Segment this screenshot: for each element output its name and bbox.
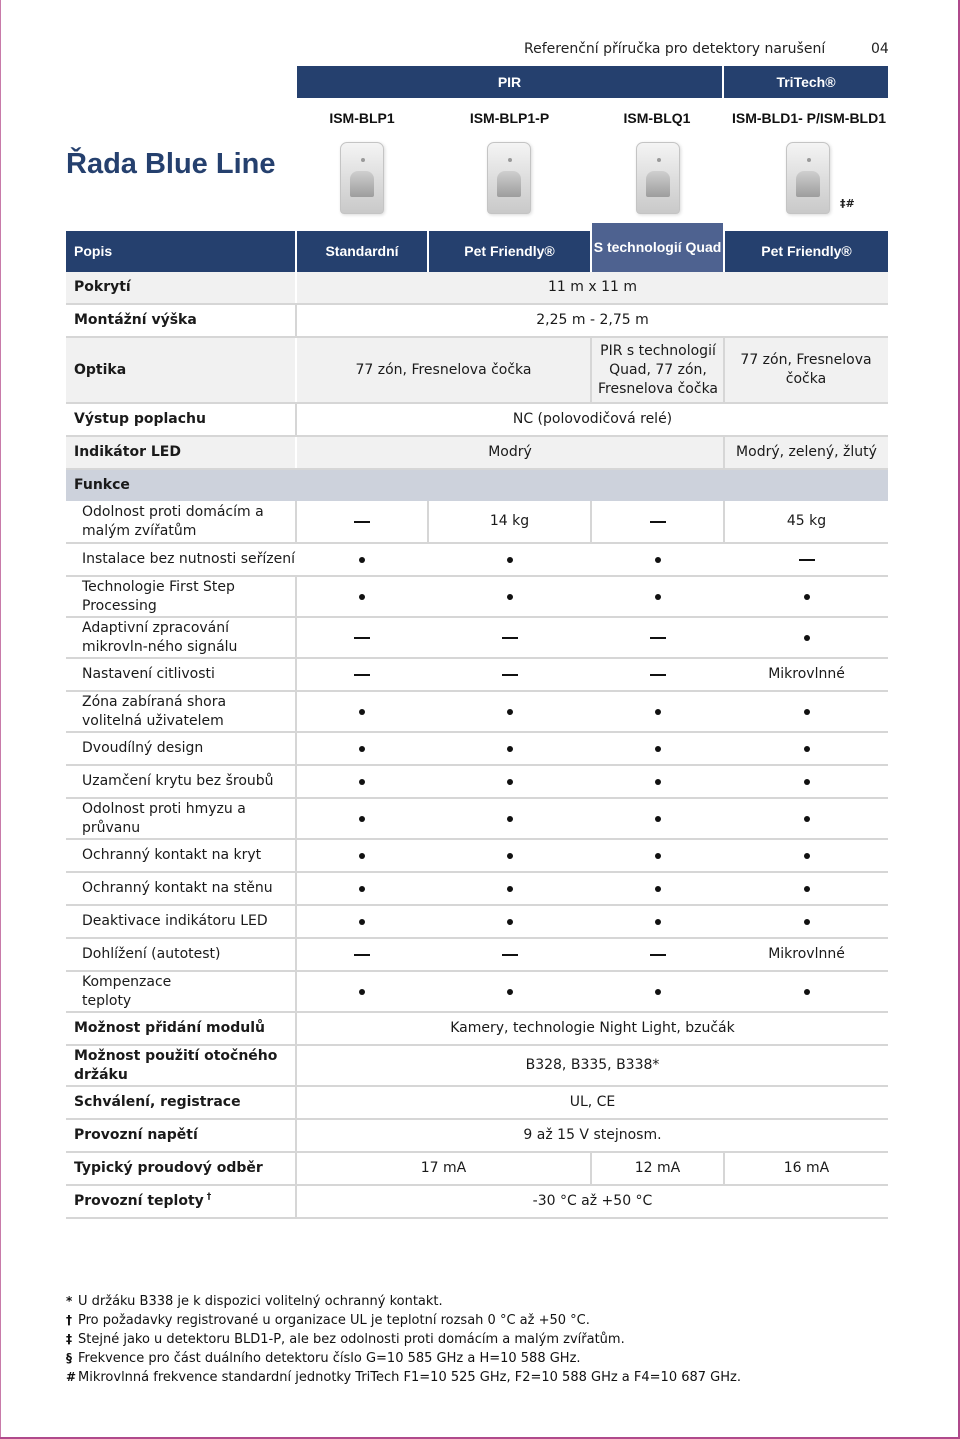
dot-mark: [297, 766, 427, 797]
table-row: [66, 272, 888, 305]
row-label-temp-comp: Kompenzace teploty: [82, 973, 172, 1009]
dot-mark: [592, 906, 723, 937]
dot-mark: [429, 799, 590, 838]
row-label-supervision: Dohlížení (autotest): [82, 946, 221, 962]
dash-mark: [592, 659, 723, 690]
sensor-image-blp1: [340, 142, 384, 214]
dot-mark: [297, 972, 427, 1011]
row-label-wall-tamper: Ochranný kontakt na stěnu: [82, 880, 273, 896]
dot-mark: [429, 906, 590, 937]
dot-mark: [429, 972, 590, 1011]
dot-mark: [725, 972, 888, 1011]
table-row: [66, 1087, 888, 1120]
dot-mark: [429, 577, 590, 616]
value-current-pir: 17 mA: [420, 1160, 467, 1176]
dot-mark: [297, 577, 427, 616]
row-label-optics: Optika: [74, 361, 127, 378]
header-popis: Popis: [74, 243, 113, 259]
dash-mark: [592, 501, 723, 542]
footnote: [66, 1292, 741, 1311]
dot-mark: [725, 733, 888, 764]
dot-mark: [592, 544, 723, 575]
value-led-tritech: Modrý, zelený, žlutý: [736, 444, 877, 460]
row-label-no-adjust: Instalace bez nutnosti seřízení: [82, 551, 295, 567]
value-coverage: 11 m x 11 m: [548, 279, 637, 295]
row-label-adaptive: Adaptivní zpracování mikrovln-ného signálu: [82, 619, 238, 655]
running-title: Referenční příručka pro detektory narušení: [524, 41, 826, 57]
value-pet-immunity-bld1: 45 kg: [786, 513, 827, 529]
table-row: [66, 618, 888, 659]
footnote-symbol: ‡: [66, 1332, 72, 1346]
table-row: [66, 659, 888, 692]
row-label-lookdown: Zóna zabíraná shora volitelná uživatelem: [82, 693, 227, 729]
footnote-text: Mikrovlnná frekvence standardní jednotky TriTech F1=10 525 GHz, F2=10 588 GHz a F4=10 687 GHz.: [78, 1370, 741, 1385]
dot-mark: [725, 906, 888, 937]
dot-mark: [297, 544, 427, 575]
dot-mark: [297, 906, 427, 937]
band-pir: PIR: [297, 66, 722, 98]
dot-mark: [592, 766, 723, 797]
value-optics-tritech: 77 zón, Fresnelova čočka: [740, 352, 872, 387]
dot-mark: [297, 840, 427, 871]
dot-mark: [725, 799, 888, 838]
table-row: [66, 1153, 888, 1186]
dash-mark: [592, 939, 723, 970]
value-current-tritech: 16 mA: [783, 1160, 830, 1176]
dash-mark: [429, 618, 590, 657]
dash-mark: [297, 618, 427, 657]
value-led-pir: Modrý: [488, 444, 532, 460]
dot-mark: [297, 799, 427, 838]
header-quad: S technologií Quad: [592, 223, 723, 272]
value-sensitivity-bld1: Mikrovlnné: [768, 666, 845, 682]
row-label-led-disable: Deaktivace indikátoru LED: [82, 913, 268, 929]
footnote: [66, 1349, 741, 1368]
table-row: [66, 501, 888, 544]
footnote-text: Stejné jako u detektoru BLD1-P, ale bez odolnosti proti domácím a malým zvířatům.: [78, 1332, 625, 1347]
row-label-coverage: Pokrytí: [74, 279, 131, 295]
row-label-temperature: [66, 1186, 295, 1217]
table-row: [66, 733, 888, 766]
row-label-alarm-output: Výstup poplachu: [74, 411, 206, 427]
dot-mark: [297, 692, 427, 731]
row-label-sensitivity: Nastavení citlivosti: [82, 666, 215, 682]
dash-mark: [725, 544, 888, 575]
row-label-led: Indikátor LED: [74, 444, 181, 460]
dot-mark: [429, 873, 590, 904]
row-label-insect: Odolnost proti hmyzu a průvanu: [82, 800, 246, 836]
footnote-text: Pro požadavky registrované u organizace UL je teplotní rozsah 0 °C až +50 °C.: [78, 1313, 590, 1328]
row-label-pet-immunity: Odolnost proti domácím a malým zvířatům: [82, 503, 264, 539]
footnote-symbol: †: [66, 1313, 72, 1327]
value-supervision-bld1: Mikrovlnné: [768, 946, 845, 962]
dot-mark: [429, 692, 590, 731]
dot-mark: [725, 692, 888, 731]
dot-mark: [725, 873, 888, 904]
dot-mark: [297, 733, 427, 764]
row-label-temperature-text: Provozní teploty: [74, 1193, 204, 1209]
dot-mark: [725, 766, 888, 797]
footnote-text: U držáku B338 je k dispozici volitelný ochranný kontakt.: [78, 1294, 443, 1309]
band-tritech: TriTech®: [724, 66, 888, 98]
dot-mark: [592, 577, 723, 616]
row-label-cover-tamper: Ochranný kontakt na kryt: [82, 847, 262, 863]
table-row: [66, 1013, 888, 1046]
dot-mark: [592, 972, 723, 1011]
dash-mark: [297, 939, 427, 970]
row-label-approvals: Schválení, registrace: [74, 1094, 241, 1110]
model-blp1p: ISM-BLP1-P: [469, 110, 550, 126]
section-label-functions: Funkce: [74, 477, 130, 493]
dot-mark: [429, 840, 590, 871]
table-row: [66, 544, 888, 577]
footnote: [66, 1311, 741, 1330]
model-blq1: ISM-BLQ1: [623, 110, 691, 126]
dot-mark: [592, 799, 723, 838]
row-label-voltage: Provozní napětí: [74, 1127, 198, 1143]
model-bld1: ISM-BLD1- P/ISM-BLD1: [732, 110, 886, 126]
table-row: [66, 1120, 888, 1153]
table-row: [66, 939, 888, 972]
dash-mark: [429, 939, 590, 970]
row-label-two-piece: Dvoudílný design: [82, 740, 204, 756]
value-optics-quad: PIR s technologií Quad, 77 zón, Fresnelova čočka: [597, 342, 719, 397]
footnotes: [66, 1292, 741, 1387]
footnote-symbol: #: [66, 1370, 77, 1384]
sensor-image-blq1: [636, 142, 680, 214]
dot-mark: [592, 733, 723, 764]
table-row: [66, 873, 888, 906]
table-row: [66, 577, 888, 618]
dash-mark: [429, 659, 590, 690]
dash-mark: [592, 618, 723, 657]
table-row: [66, 1046, 888, 1087]
header-pet-friendly-tritech: Pet Friendly®: [761, 243, 852, 259]
table-row: [66, 766, 888, 799]
section-functions: [66, 470, 888, 501]
footnote-symbol: *: [66, 1294, 73, 1308]
value-temperature: -30 °C až +50 °C: [532, 1193, 653, 1209]
dot-mark: [725, 840, 888, 871]
row-label-first-step: Technologie First Step Processing: [82, 578, 235, 614]
table-row: [66, 840, 888, 873]
value-voltage: 9 až 15 V stejnosm.: [523, 1127, 662, 1143]
table-row: [66, 437, 888, 470]
table-row: [66, 972, 888, 1013]
dot-mark: [592, 873, 723, 904]
value-current-quad: 12 mA: [634, 1160, 681, 1176]
table-row: [66, 906, 888, 939]
header-standard: Standardní: [325, 243, 399, 259]
row-label-mount-height: Montážní výška: [74, 312, 197, 328]
page-number: 04: [871, 41, 889, 57]
value-mount-height: 2,25 m - 2,75 m: [536, 312, 649, 328]
row-label-screwless: Uzamčení krytu bez šroubů: [82, 773, 274, 789]
dot-mark: [429, 766, 590, 797]
value-optics-pir: 77 zón, Fresnelova čočka: [355, 361, 532, 378]
model-blp1: ISM-BLP1: [329, 110, 395, 126]
dot-mark: [429, 544, 590, 575]
footnote: [66, 1330, 741, 1349]
footnote-ref-dagger: †: [206, 1192, 212, 1202]
value-swivel: B328, B335, B338*: [525, 1057, 660, 1073]
dot-mark: [592, 692, 723, 731]
image-note-marks: ‡#: [840, 197, 855, 210]
value-modules: Kamery, technologie Night Light, bzučák: [450, 1020, 735, 1036]
row-label-current: Typický proudový odběr: [74, 1160, 263, 1176]
header-pet-friendly: Pet Friendly®: [464, 243, 555, 259]
dot-mark: [592, 840, 723, 871]
table-row: [66, 338, 888, 404]
footnote-symbol: §: [66, 1351, 72, 1365]
value-approvals: UL, CE: [569, 1094, 616, 1110]
row-label-modules: Možnost přidání modulů: [74, 1020, 265, 1036]
dot-mark: [429, 733, 590, 764]
row-label-swivel: Možnost použití otočného držáku: [74, 1047, 278, 1083]
table-row: [66, 404, 888, 437]
page-edge-left: [0, 0, 1, 1439]
footnote-text: Frekvence pro část duálního detektoru číslo G=10 585 GHz a H=10 588 GHz.: [78, 1351, 581, 1366]
dash-mark: [297, 659, 427, 690]
sensor-image-bld1: [786, 142, 830, 214]
page-title: Řada Blue Line: [66, 148, 276, 180]
value-pet-immunity-blp1p: 14 kg: [489, 513, 530, 529]
table-row: [66, 692, 888, 733]
table-row: [66, 799, 888, 840]
sensor-image-blp1p: [487, 142, 531, 214]
table-row: [66, 1186, 888, 1219]
value-alarm-output: NC (polovodičová relé): [512, 411, 673, 427]
dot-mark: [297, 873, 427, 904]
dash-mark: [297, 501, 427, 542]
footnote: [66, 1368, 741, 1387]
table-header: [66, 231, 888, 272]
table-row: [66, 305, 888, 338]
dot-mark: [725, 618, 888, 657]
dot-mark: [725, 577, 888, 616]
